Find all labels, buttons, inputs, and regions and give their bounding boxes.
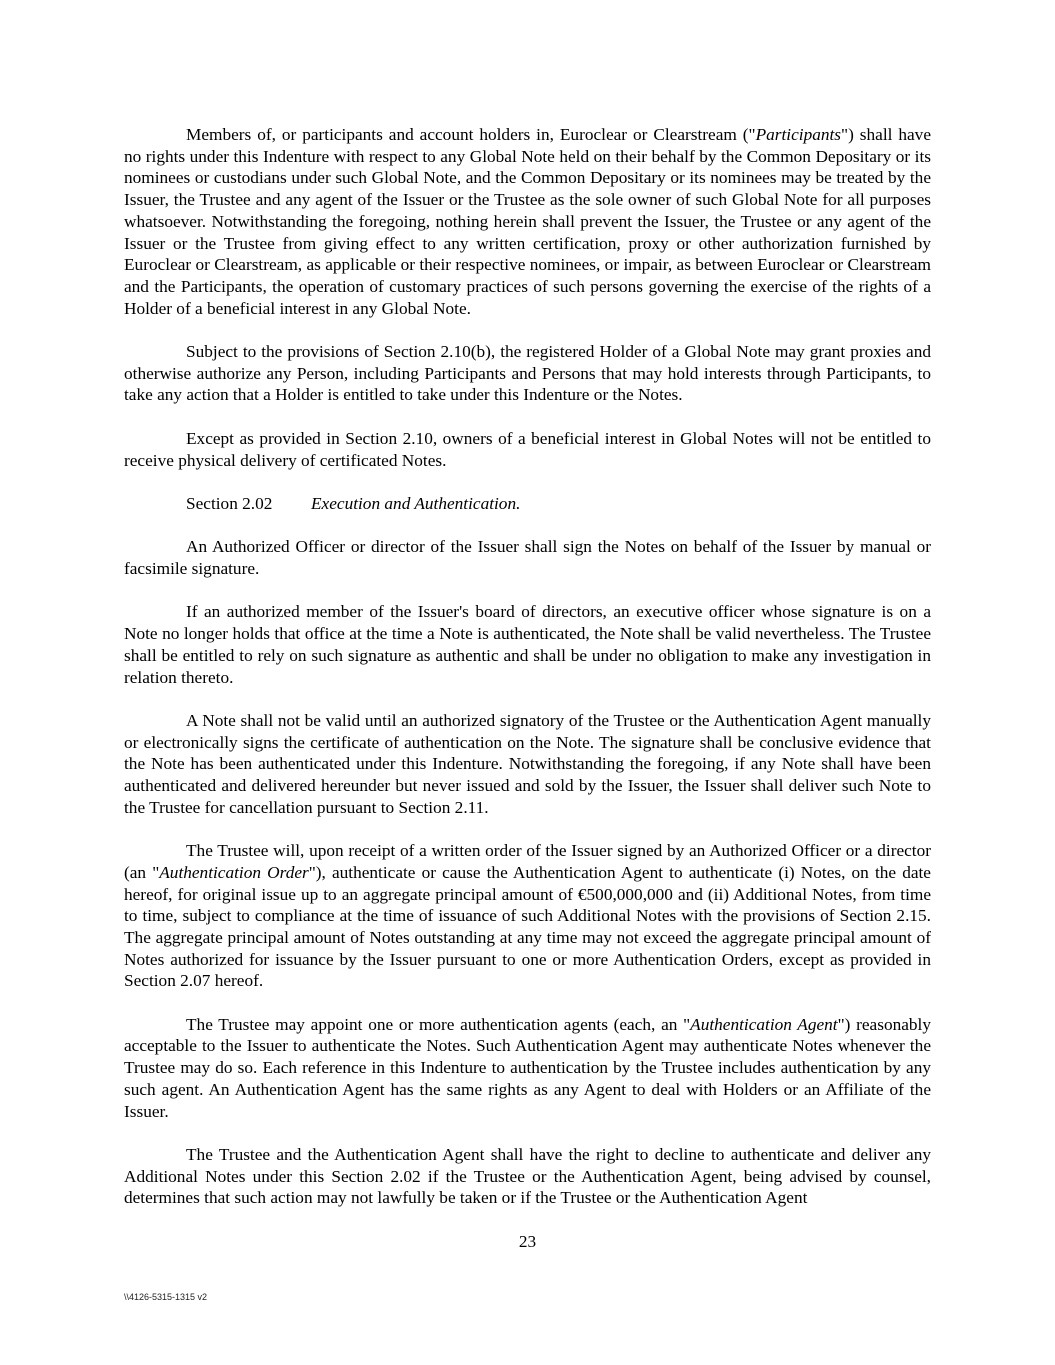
- paragraph-participants: [124, 124, 931, 319]
- defined-term-authentication-agent: Authentication Agent: [690, 1014, 838, 1034]
- paragraph-authentication-order: [124, 840, 931, 992]
- section-heading: [124, 493, 931, 515]
- document-id: \\4126-5315-1315 v2: [124, 1292, 208, 1302]
- section-number: Section 2.02: [186, 493, 273, 513]
- paragraph-signing: An Authorized Officer or director of the Issuer shall sign the Notes on behalf of the Issuer by manual or facsimile signature.: [124, 537, 931, 578]
- paragraph-participants-text-b: ") shall have no rights under this Indenture with respect to any Global Note held on their behalf by the Common Depositary or its nominees or custodians under such Global Note, and the Common Depositary or its nominees may be treated by the Issuer, the Trustee and any agent of the Issuer or the Trustee as the sole owner of such Global Note for all purposes whatsoever. Notwithstanding the foregoing, nothing herein shall prevent the Issuer, the Trustee or any agent of the Issuer or the Trustee from giving effect to any written certification, proxy or other authorization furnished by Euroclear or Clearstream, as applicable or their respective nominees, or impair, as between Euroclear or Clearstream and the Participants, the operation of customary practices of such persons governing the exercise of the rights of a Holder of a beneficial interest in any Global Note.: [124, 125, 931, 318]
- paragraph-authentication-agent-text-a: The Trustee may appoint one or more authentication agents (each, an ": [186, 1014, 691, 1034]
- paragraph-authentication-agent: [124, 1014, 931, 1123]
- paragraph-participants-text-a: Members of, or participants and account holders in, Euroclear or Clearstream (": [186, 125, 756, 144]
- paragraph-authentication-order-text-b: "), authenticate or cause the Authentication Agent to authenticate (i) Notes, on the date hereof, for original issue up to an aggregate principal amount of €500,000,000 and (ii) Additional Notes, from time to time, subject to compliance at the time of issuance of such Additional Notes with the provisions of Section 2.15. The aggregate principal amount of Notes outstanding at any time may not exceed the aggregate principal amount of Notes authorized for issuance by the Issuer pursuant to one or more Authentication Orders, except as provided in Section 2.07 hereof.: [124, 862, 931, 991]
- paragraph-authentication-agent-text-b: ") reasonably acceptable to the Issuer to authenticate the Notes. Such Authentication Agent may authenticate Notes whenever the Trustee may do so. Each reference in this Indenture to authentication by the Trustee includes authentication by any such agent. An Authentication Agent has the same rights as any Agent to deal with Holders or an Affiliate of the Issuer.: [124, 1014, 931, 1121]
- paragraph-note-validity: A Note shall not be valid until an authorized signatory of the Trustee or the Authentication Agent manually or electronically signs the certificate of authentication on the Note. The signature shall be conclusive evidence that the Note has been authenticated under this Indenture. Notwithstanding the foregoing, if any Note shall have been authenticated and delivered hereunder but never issued and sold by the Issuer, the Issuer shall deliver such Note to the Trustee for cancellation pursuant to Section 2.11.: [124, 710, 931, 817]
- paragraph-decline-right: The Trustee and the Authentication Agent shall have the right to decline to authenticate and deliver any Additional Notes under this Section 2.02 if the Trustee or the Authentication Agent, being advised by counsel, determines that such action may not lawfully be taken or if the Trustee or the Authentication Agent: [124, 1144, 931, 1208]
- paragraph-authentication-order-text-a: The Trustee will, upon receipt of a written order of the Issuer signed by an Authorized Officer or a director (an ": [124, 841, 931, 882]
- document-body: [124, 124, 931, 1209]
- paragraph-proxies: Subject to the provisions of Section 2.10(b), the registered Holder of a Global Note may grant proxies and otherwise authorize any Person, including Participants and Persons that may hold interests through Participants, to take any action that a Holder is entitled to take under this Indenture or the Notes.: [124, 342, 931, 405]
- defined-term-authentication-order: Authentication Order: [159, 862, 309, 882]
- defined-term-participants: Participants: [755, 125, 842, 144]
- section-title: Execution and Authentication.: [311, 493, 521, 513]
- page-number: 23: [518, 1232, 537, 1251]
- paragraph-physical-delivery: Except as provided in Section 2.10, owners of a beneficial interest in Global Notes will not be entitled to receive physical delivery of certificated Notes.: [124, 428, 931, 470]
- paragraph-signature-validity: If an authorized member of the Issuer's board of directors, an executive officer whose signature is on a Note no longer holds that office at the time a Note is authenticated, the Note shall be valid nevertheless. The Trustee shall be entitled to rely on such signature as authentic and shall be under no obligation to make any investigation in relation thereto.: [124, 602, 931, 687]
